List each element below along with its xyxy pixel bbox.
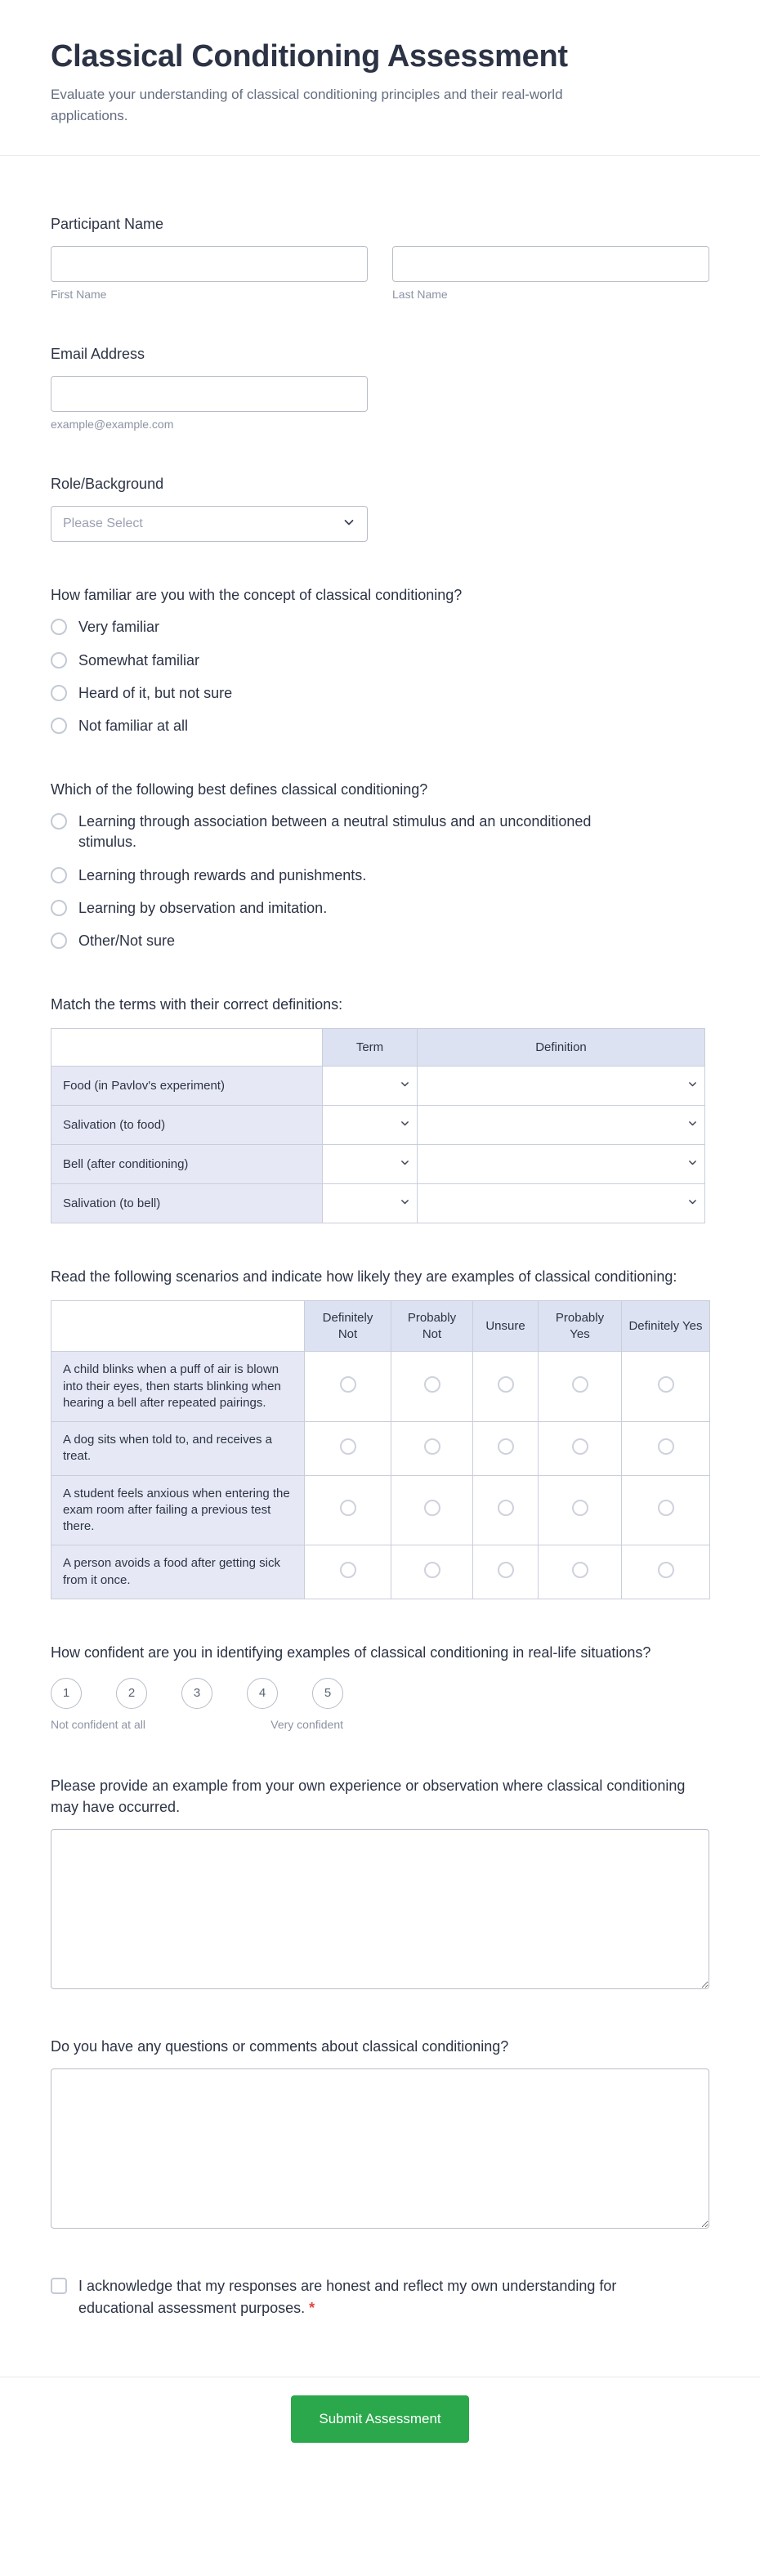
scenario-1-definitely-not[interactable] — [305, 1352, 391, 1422]
confidence-scale-labels — [51, 1717, 343, 1733]
radio-icon[interactable] — [51, 900, 67, 916]
definition-option-3-label: Learning by observation and imitation. — [78, 899, 328, 916]
scenario-3-probably-yes[interactable] — [539, 1475, 622, 1545]
matching-col-definition: Definition — [418, 1029, 705, 1067]
matching-table — [51, 1028, 705, 1223]
radio-icon[interactable] — [340, 1562, 356, 1578]
matching-row-2-label: Salivation (to food) — [51, 1106, 323, 1145]
scale-option-4[interactable]: 4 — [247, 1678, 278, 1709]
chevron-down-icon — [400, 1157, 410, 1172]
scale-option-3[interactable]: 3 — [181, 1678, 212, 1709]
scenario-row-4 — [51, 1545, 710, 1599]
matching-row-3-definition-select[interactable] — [418, 1145, 705, 1184]
comments-textarea[interactable] — [51, 2068, 709, 2229]
scenarios-col-definitely-yes: Definitely Yes — [622, 1301, 710, 1352]
scenario-3-probably-not[interactable] — [391, 1475, 473, 1545]
scenarios-corner-cell — [51, 1301, 305, 1352]
radio-icon[interactable] — [658, 1438, 674, 1455]
scenario-row-3-label: A student feels anxious when entering the exam room after failing a previous test there. — [51, 1475, 305, 1545]
chevron-down-icon — [400, 1079, 410, 1093]
question-participant-name — [51, 213, 709, 301]
chevron-down-icon — [400, 1118, 410, 1133]
matching-row-4-definition-select[interactable] — [418, 1184, 705, 1223]
familiarity-options — [51, 617, 709, 736]
definition-option-1[interactable] — [51, 812, 709, 852]
chevron-down-icon — [687, 1196, 698, 1211]
example-textarea[interactable] — [51, 1829, 709, 1989]
question-matching — [51, 994, 709, 1223]
participant-name-label: Participant Name — [51, 216, 164, 232]
radio-icon[interactable] — [51, 813, 67, 830]
chevron-down-icon — [687, 1157, 698, 1172]
scenario-2-probably-yes[interactable] — [539, 1422, 622, 1476]
form-header — [0, 0, 760, 155]
scenario-2-unsure[interactable] — [473, 1422, 539, 1476]
definition-option-4[interactable] — [51, 931, 709, 951]
last-name-field — [392, 246, 709, 301]
question-definition — [51, 779, 709, 951]
definition-option-1-label: Learning through association between a neutral stimulus and an unconditioned stimulus. — [78, 813, 592, 851]
radio-icon[interactable] — [498, 1376, 514, 1393]
question-confidence — [51, 1642, 709, 1733]
first-name-sublabel: First Name — [51, 288, 107, 302]
required-asterisk: * — [309, 2300, 315, 2317]
familiarity-option-4[interactable] — [51, 716, 709, 736]
scenario-row-2 — [51, 1422, 710, 1476]
familiarity-option-4-label: Not familiar at all — [78, 717, 189, 734]
radio-icon[interactable] — [51, 685, 67, 701]
question-familiarity — [51, 584, 709, 736]
scenario-3-unsure[interactable] — [473, 1475, 539, 1545]
acknowledgement-option[interactable] — [51, 2275, 709, 2319]
scenario-1-unsure[interactable] — [473, 1352, 539, 1422]
scenario-4-probably-yes[interactable] — [539, 1545, 622, 1599]
familiarity-label: How familiar are you with the concept of classical conditioning? — [51, 587, 463, 604]
confidence-scale — [51, 1678, 709, 1709]
matching-header-row — [51, 1029, 705, 1067]
question-example — [51, 1775, 709, 1993]
question-scenarios — [51, 1266, 709, 1599]
scenario-row-2-label: A dog sits when told to, and receives a treat. — [51, 1422, 305, 1476]
email-input[interactable] — [51, 376, 368, 412]
familiarity-option-2-label: Somewhat familiar — [78, 651, 200, 669]
form-body — [0, 156, 760, 2319]
familiarity-option-2[interactable] — [51, 651, 709, 671]
email-sublabel: example@example.com — [51, 418, 174, 432]
role-select[interactable] — [51, 506, 368, 542]
matching-row-1-term-select[interactable] — [323, 1067, 418, 1106]
role-label: Role/Background — [51, 476, 164, 493]
matching-col-term: Term — [323, 1029, 418, 1067]
form-title: Classical Conditioning Assessment — [51, 39, 568, 74]
matching-row-4 — [51, 1184, 705, 1223]
scenario-2-probably-not[interactable] — [391, 1422, 473, 1476]
radio-icon[interactable] — [424, 1500, 440, 1516]
definition-options — [51, 812, 709, 951]
matching-row-3-label: Bell (after conditioning) — [51, 1145, 323, 1184]
matching-label: Match the terms with their correct definitions: — [51, 996, 343, 1013]
matching-row-4-term-select[interactable] — [323, 1184, 418, 1223]
radio-icon[interactable] — [51, 932, 67, 949]
radio-icon[interactable] — [340, 1500, 356, 1516]
matching-row-1-label: Food (in Pavlov's experiment) — [51, 1067, 323, 1106]
radio-icon[interactable] — [572, 1500, 588, 1516]
first-name-input[interactable] — [51, 246, 368, 282]
scenario-row-1 — [51, 1352, 710, 1422]
radio-icon[interactable] — [340, 1376, 356, 1393]
checkbox-icon[interactable] — [51, 2278, 67, 2294]
radio-icon[interactable] — [498, 1438, 514, 1455]
radio-icon[interactable] — [572, 1562, 588, 1578]
radio-icon[interactable] — [498, 1562, 514, 1578]
scale-option-2[interactable]: 2 — [116, 1678, 147, 1709]
scenarios-label: Read the following scenarios and indicate how likely they are examples of classical conditioning: — [51, 1268, 677, 1286]
definition-label: Which of the following best defines classical conditioning? — [51, 781, 428, 798]
email-field-wrap — [51, 376, 368, 431]
scale-option-1[interactable]: 1 — [51, 1678, 82, 1709]
scale-min-label: Not confident at all — [51, 1717, 145, 1731]
matching-row-1 — [51, 1067, 705, 1106]
scenarios-col-unsure: Unsure — [473, 1301, 539, 1352]
matching-corner-cell — [51, 1029, 323, 1067]
email-label: Email Address — [51, 346, 145, 363]
scenario-row-1-label: A child blinks when a puff of air is blown into their eyes, then starts blinking when hearing a bell after repeated pairings. — [51, 1352, 305, 1422]
matching-row-4-label: Salivation (to bell) — [51, 1184, 323, 1223]
definition-option-2-label: Learning through rewards and punishments. — [78, 866, 367, 883]
question-role — [51, 473, 709, 542]
scenario-1-definitely-yes[interactable] — [622, 1352, 710, 1422]
acknowledgement-text: I acknowledge that my responses are honest and reflect my own understanding for educational assessment purposes. — [78, 2278, 617, 2317]
scenario-2-definitely-not[interactable] — [305, 1422, 391, 1476]
chevron-down-icon — [687, 1118, 698, 1133]
radio-icon[interactable] — [498, 1500, 514, 1516]
scenario-3-definitely-yes[interactable] — [622, 1475, 710, 1545]
definition-option-4-label: Other/Not sure — [78, 932, 176, 949]
scale-option-5[interactable]: 5 — [312, 1678, 343, 1709]
radio-icon[interactable] — [51, 619, 67, 635]
scenario-4-unsure[interactable] — [473, 1545, 539, 1599]
scenario-4-probably-not[interactable] — [391, 1545, 473, 1599]
submit-button[interactable]: Submit Assessment — [291, 2395, 468, 2443]
question-email — [51, 343, 709, 431]
scenario-3-definitely-not[interactable] — [305, 1475, 391, 1545]
chevron-down-icon — [687, 1079, 698, 1093]
scale-max-label: Very confident — [270, 1717, 343, 1731]
matching-row-2-definition-select[interactable] — [418, 1106, 705, 1145]
form-subtitle: Evaluate your understanding of classical conditioning principles and their real-world applications. — [51, 87, 563, 123]
scenario-row-3 — [51, 1475, 710, 1545]
scenarios-col-definitely-not: Definitely Not — [305, 1301, 391, 1352]
scenarios-col-probably-not: Probably Not — [391, 1301, 473, 1352]
comments-label: Do you have any questions or comments about classical conditioning? — [51, 2038, 509, 2055]
last-name-sublabel: Last Name — [392, 288, 448, 302]
radio-icon[interactable] — [424, 1562, 440, 1578]
radio-icon[interactable] — [658, 1562, 674, 1578]
scenario-row-4-label: A person avoids a food after getting sick from it once. — [51, 1545, 305, 1599]
matching-row-2-term-select[interactable] — [323, 1106, 418, 1145]
radio-icon[interactable] — [658, 1500, 674, 1516]
example-label: Please provide an example from your own experience or observation where classical conditioning may have occurred. — [51, 1777, 686, 1815]
scenario-1-probably-not[interactable] — [391, 1352, 473, 1422]
radio-icon[interactable] — [572, 1376, 588, 1393]
radio-icon[interactable] — [424, 1376, 440, 1393]
scenarios-table — [51, 1300, 710, 1599]
familiarity-option-1[interactable] — [51, 617, 709, 637]
familiarity-option-3[interactable] — [51, 683, 709, 704]
matching-row-3-term-select[interactable] — [323, 1145, 418, 1184]
chevron-down-icon — [342, 516, 355, 533]
last-name-input[interactable] — [392, 246, 709, 282]
scenario-4-definitely-yes[interactable] — [622, 1545, 710, 1599]
scenarios-col-probably-yes: Probably Yes — [539, 1301, 622, 1352]
scenario-1-probably-yes[interactable] — [539, 1352, 622, 1422]
acknowledgement-label — [78, 2275, 618, 2319]
definition-option-2[interactable] — [51, 865, 709, 886]
radio-icon[interactable] — [658, 1376, 674, 1393]
radio-icon[interactable] — [51, 652, 67, 669]
submit-area — [0, 2377, 760, 2495]
first-name-field — [51, 246, 368, 301]
role-select-value: Please Select — [63, 517, 143, 531]
familiarity-option-1-label: Very familiar — [78, 619, 160, 636]
scenario-4-definitely-not[interactable] — [305, 1545, 391, 1599]
confidence-label: How confident are you in identifying examples of classical conditioning in real-life situations? — [51, 1644, 651, 1661]
chevron-down-icon — [400, 1196, 410, 1211]
definition-option-3[interactable] — [51, 898, 709, 919]
radio-icon[interactable] — [51, 867, 67, 883]
scenario-2-definitely-yes[interactable] — [622, 1422, 710, 1476]
radio-icon[interactable] — [51, 718, 67, 734]
radio-icon[interactable] — [572, 1438, 588, 1455]
matching-row-3 — [51, 1145, 705, 1184]
scenarios-header-row — [51, 1301, 710, 1352]
matching-row-1-definition-select[interactable] — [418, 1067, 705, 1106]
matching-row-2 — [51, 1106, 705, 1145]
name-fields-row — [51, 246, 709, 301]
familiarity-option-3-label: Heard of it, but not sure — [78, 684, 233, 701]
question-comments — [51, 2036, 709, 2233]
radio-icon[interactable] — [424, 1438, 440, 1455]
radio-icon[interactable] — [340, 1438, 356, 1455]
